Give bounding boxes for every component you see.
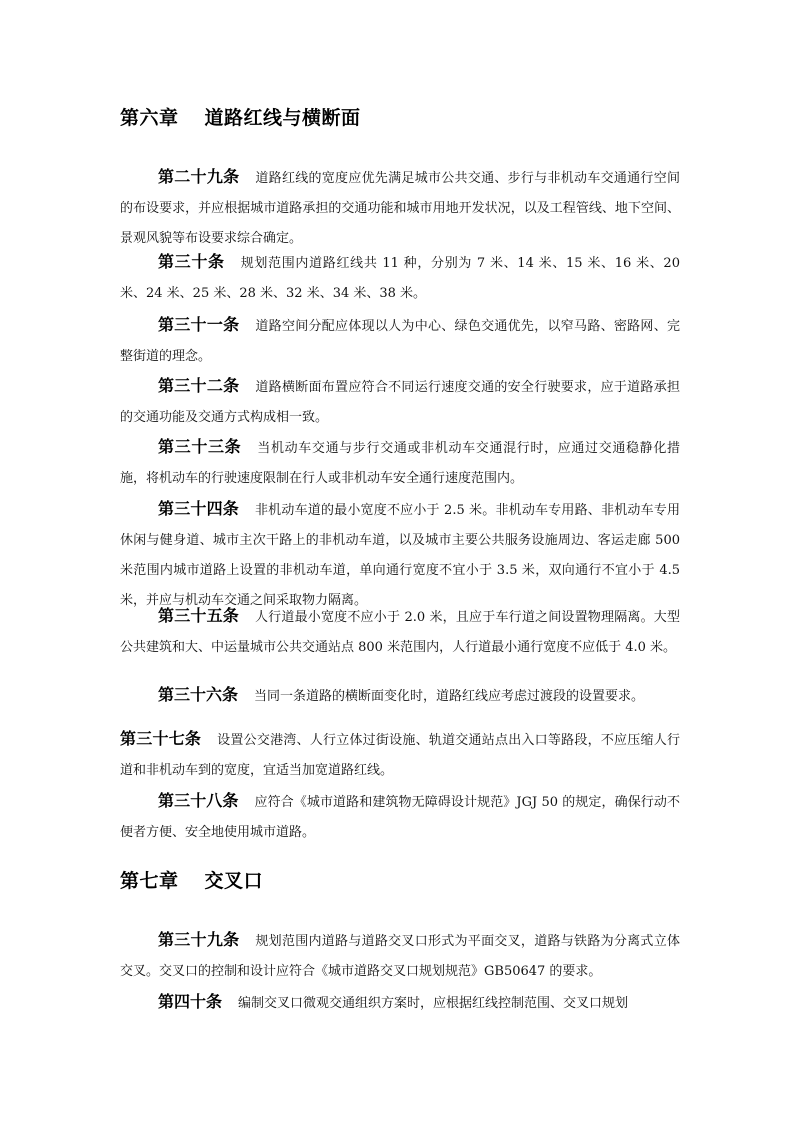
chapter-heading — [120, 866, 263, 893]
article-text: 编制交叉口微观交通组织方案时，应根据红线控制范围、交叉口规划 — [238, 996, 629, 1011]
article-label: 第三十六条 — [158, 685, 239, 704]
article-39 — [120, 925, 680, 987]
article-text: 人行道最小宽度不应小于 2.0 米，且应于车行道之间设置物理隔离。大型公共建筑和大、中运量城市公共交通站点 800 米范围内，人行道最小通行宽度不应低于 4.0 米。 — [120, 610, 680, 655]
article-label: 第三十七条 — [120, 729, 202, 748]
article-label: 第三十八条 — [158, 791, 239, 810]
article-32 — [120, 371, 680, 433]
chapter-number: 第六章 — [120, 107, 179, 129]
article-text: 道路空间分配应体现以人为中心、绿色交通优先，以窄马路、密路网、完整街道的理念。 — [120, 319, 680, 364]
article-label: 第三十五条 — [158, 606, 239, 625]
article-38 — [120, 786, 680, 848]
article-text: 设置公交港湾、人行立体过街设施、轨道交通站点出入口等路段，不应压缩人行道和非机动车到的宽度，宜适当加宽道路红线。 — [120, 733, 680, 778]
article-text: 道路红线的宽度应优先满足城市公共交通、步行与非机动车交通通行空间的布设要求，并应根据城市道路承担的交通功能和城市用地开发状况，以及工程管线、地下空间、景观风貌等布设要求综合确定。 — [120, 171, 680, 246]
article-40 — [120, 987, 680, 1019]
article-label: 第三十条 — [158, 252, 225, 271]
chapter-title: 道路红线与横断面 — [204, 107, 361, 129]
article-label: 第三十一条 — [158, 315, 240, 334]
article-text: 当机动车交通与步行交通或非机动车交通混行时，应通过交通稳静化措施，将机动车的行驶速度限制在行人或非机动车安全通行速度范围内。 — [120, 441, 680, 486]
article-label: 第二十九条 — [158, 167, 240, 186]
chapter-title: 交叉口 — [204, 870, 264, 892]
article-text: 道路横断面布置应符合不同运行速度交通的安全行驶要求，应于道路承担的交通功能及交通方式构成相一致。 — [120, 380, 680, 425]
article-text: 非机动车道的最小宽度不应小于 2.5 米。非机动车专用路、非机动车专用休闲与健身道、城市主次干路上的非机动车道，以及城市主要公共服务设施周边、客运走廊 500 米范围内城市道路上设置的非机动车道，单向通行宽度不宜小于 3.5 米，双向通行不宜小于 4.5 米，并应与机动车交通之间采取物力隔离。 — [120, 503, 680, 608]
article-37 — [120, 724, 680, 786]
chapter-heading — [120, 103, 361, 130]
article-29 — [120, 162, 680, 254]
article-label: 第三十三条 — [158, 437, 242, 456]
article-label: 第三十二条 — [158, 376, 240, 395]
article-35 — [120, 601, 680, 663]
article-label: 第三十九条 — [158, 930, 240, 949]
article-33 — [120, 432, 680, 494]
article-text: 应符合《城市道路和建筑物无障碍设计规范》JGJ 50 的规定，确保行动不便者方便、安全地使用城市道路。 — [120, 795, 680, 840]
article-36 — [120, 680, 680, 712]
article-31 — [120, 310, 680, 372]
article-label: 第四十条 — [158, 992, 223, 1011]
article-text: 当同一条道路的横断面变化时，道路红线应考虑过渡段的设置要求。 — [254, 689, 645, 704]
article-label: 第三十四条 — [158, 499, 239, 518]
chapter-number: 第七章 — [120, 870, 179, 892]
article-34 — [120, 494, 680, 616]
article-text: 规划范围内道路红线共 11 种，分别为 7 米、14 米、15 米、16 米、20 米、24 米、25 米、28 米、32 米、34 米、38 米。 — [120, 256, 680, 301]
article-30 — [120, 247, 680, 309]
article-text: 规划范围内道路与道路交叉口形式为平面交叉，道路与铁路为分离式立体交叉。交叉口的控制和设计应符合《城市道路交叉口规划规范》GB50647 的要求。 — [120, 934, 680, 979]
